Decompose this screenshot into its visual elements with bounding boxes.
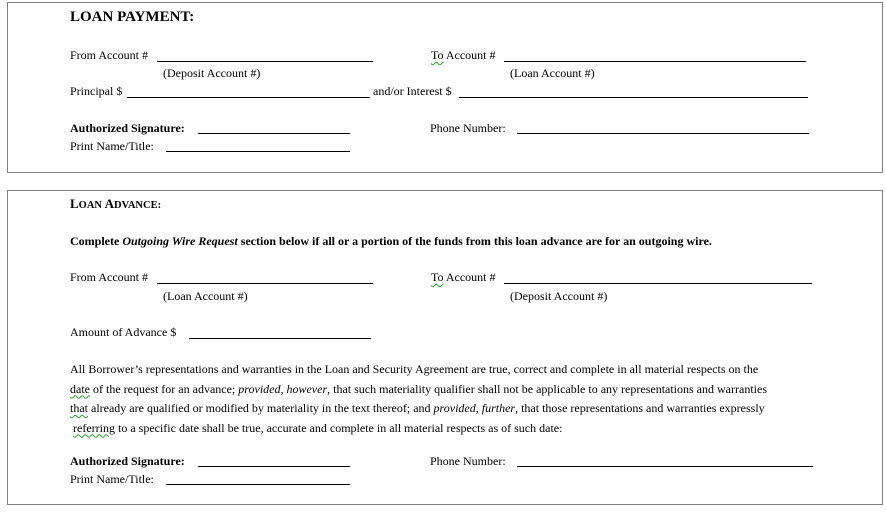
lp-phone-label: Phone Number: [430,121,506,135]
la-rep-line-2 [70,380,845,400]
la-to-account-field[interactable] [504,283,812,284]
lp-to-account-sublabel: (Loan Account #) [510,66,595,80]
la-rep-line-2-b: of the request for an advance; [90,381,239,396]
la-rep-line-3-c: , that those representations and warranties expressly [515,401,765,415]
la-representations-paragraph [70,360,845,438]
lp-from-account-field[interactable] [157,61,373,62]
la-rep-line-4-b: to a specific date shall be true, accurate and complete in all material respects as of such date: [114,420,563,435]
la-rep-line-3 [70,399,845,419]
la-signature-field[interactable] [198,466,350,467]
la-rep-word-referring: referring [73,420,115,435]
la-rep-line-4 [70,419,845,439]
la-title-a: A [104,196,115,211]
lp-to-account-field[interactable] [504,61,806,62]
la-amount-field[interactable] [189,338,371,339]
lp-principal-label: Principal $ [70,84,123,98]
lp-signature-label: Authorized Signature: [70,121,185,135]
la-signature-label: Authorized Signature: [70,454,185,468]
la-print-name-field[interactable] [166,484,350,485]
la-rep-word-date: date [70,381,90,396]
la-phone-field[interactable] [517,466,813,467]
lp-print-name-label: Print Name/Title: [70,139,154,153]
lp-from-account-sublabel: (Deposit Account #) [163,66,261,80]
la-title-oan: OAN [78,200,105,211]
lp-to-account-rest: Account # [443,48,496,62]
la-amount-label: Amount of Advance $ [70,325,177,339]
la-to-account-sublabel: (Deposit Account #) [510,289,608,303]
la-phone-label: Phone Number: [430,454,506,468]
la-from-account-sublabel: (Loan Account #) [163,289,248,303]
lp-print-name-field[interactable] [166,151,350,152]
la-instruction-italic: Outgoing Wire Request [122,234,238,248]
la-rep-line-1: All Borrower’s representations and warranties in the Loan and Security Agreement are true, correct and complete in all material respects on the [70,362,759,376]
la-rep-word-that: that [70,401,88,415]
la-rep-line-3-italic: provided, further [433,401,516,415]
la-instruction [70,234,712,248]
lp-from-account-label: From Account # [70,48,148,62]
la-title-dvance: DVANCE: [114,200,162,211]
lp-phone-field[interactable] [517,133,809,134]
la-print-name-label: Print Name/Title: [70,472,154,486]
la-from-account-field[interactable] [157,283,373,284]
lp-to-account-label [431,48,496,62]
la-rep-line-3-b: already are qualified or modified by materiality in the text thereof; and [88,401,434,415]
lp-interest-label: and/or Interest $ [373,84,452,98]
la-to-account-rest: Account # [443,270,496,284]
la-instruction-prefix: Complete [70,234,123,248]
la-instruction-suffix: section below if all or a portion of the funds from this loan advance are for an outgoing wire. [237,234,712,248]
loan-payment-title: LOAN PAYMENT: [70,9,195,25]
lp-to-word: To [431,48,444,62]
la-to-account-label [431,270,496,284]
la-from-account-label: From Account # [70,270,148,284]
loan-advance-title [70,196,161,213]
la-rep-line-2-c: , that such materiality qualifier shall not be applicable to any representations and warranties [327,381,767,396]
la-to-word: To [431,270,444,284]
la-rep-line-2-italic: provided, however [238,381,328,396]
lp-signature-field[interactable] [198,133,350,134]
la-title-l: L [70,196,79,211]
lp-principal-field[interactable] [127,97,370,98]
lp-interest-field[interactable] [459,97,808,98]
